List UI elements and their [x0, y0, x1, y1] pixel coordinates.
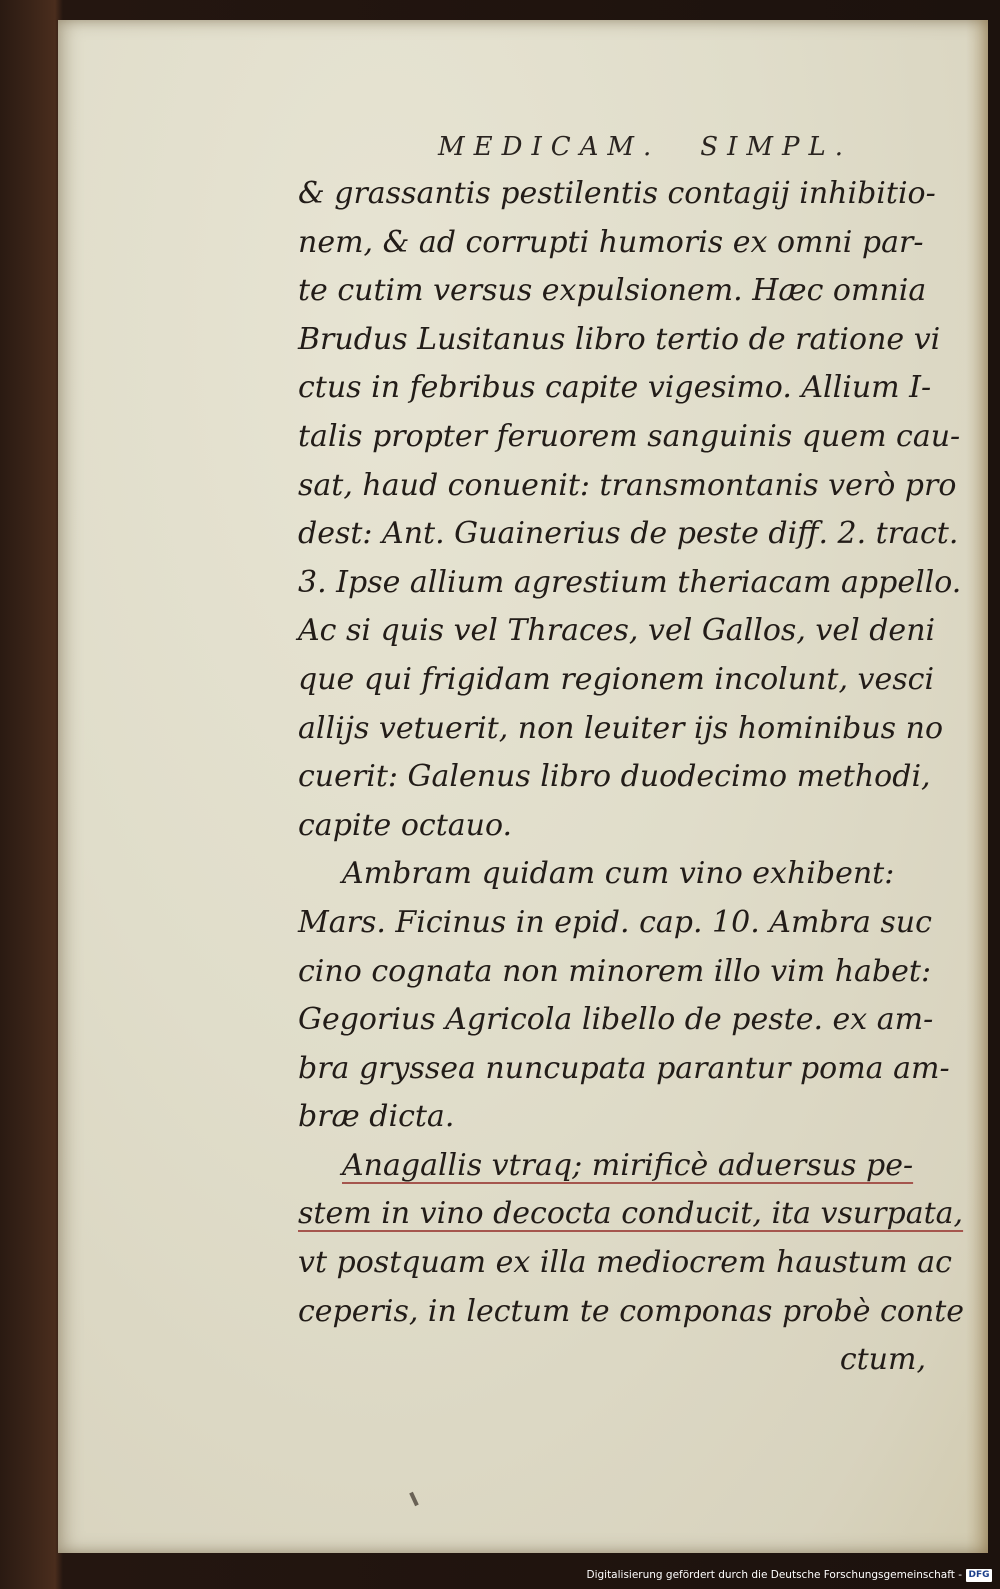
- credit-text: Digitalisierung gefördert durch die Deutsche Forschungsgemeinschaft -: [586, 1569, 962, 1581]
- text-line: dest: Ant. Guainerius de peste diff. 2. tract.: [298, 516, 959, 552]
- digitization-credit: [586, 1565, 992, 1585]
- body-text: [298, 170, 965, 1385]
- underlined-line-wrapper: [298, 1142, 948, 1191]
- text-line: bra gryssea nuncupata parantur poma am-: [298, 1050, 950, 1086]
- running-head-left: MEDICAM.: [438, 132, 661, 162]
- text-line: Brudus Lusitanus libro tertio de ratione vi: [298, 321, 941, 357]
- text-line: sat, haud conuenit: transmontanis verò pro: [298, 467, 957, 503]
- text-line: ceperis, in lectum te componas probè conte: [298, 1293, 965, 1329]
- text-line: vt postquam ex illa mediocrem haustum ac: [298, 1245, 952, 1281]
- text-line: Ac si quis vel Thraces, vel Gallos, vel deni: [298, 613, 936, 649]
- underlined-text-line: Anagallis vtraq; mirificè aduersus pe-: [342, 1147, 914, 1183]
- text-line: Gegorius Agricola libello de peste. ex am-: [298, 1002, 934, 1038]
- text-line: allijs vetuerit, non leuiter ijs hominibus no: [298, 710, 943, 746]
- text-line: bræ dicta.: [298, 1099, 455, 1135]
- underlined-line-wrapper: [298, 1190, 964, 1239]
- dfg-logo: DFG: [966, 1569, 992, 1582]
- text-line: Mars. Ficinus in epid. cap. 10. Ambra suc: [298, 904, 932, 940]
- text-line: capite octauo.: [298, 807, 513, 843]
- paragraph-start-line: Ambram quidam cum vino exhibent:: [342, 856, 895, 892]
- text-line: ctus in febribus capite vigesimo. Allium I-: [298, 370, 932, 406]
- text-line: cino cognata non minorem illo vim habet:: [298, 953, 932, 989]
- catchword: ctum,: [839, 1342, 926, 1378]
- underlined-text-line: stem in vino decocta conducit, ita vsurpata,: [298, 1196, 964, 1232]
- running-head: [438, 132, 938, 162]
- text-line: & grassantis pestilentis contagij inhibitio-: [298, 176, 936, 211]
- text-line: talis propter feruorem sanguinis quem cau-: [298, 418, 961, 454]
- text-line: 3. Ipse allium agrestium theriacam appello.: [298, 564, 962, 600]
- text-line: que qui frigidam regionem incolunt, vesci: [298, 661, 935, 697]
- text-line: nem, & ad corrupti humoris ex omni par-: [298, 224, 924, 260]
- text-line: te cutim versus expulsionem. Hæc omnia: [298, 273, 927, 309]
- text-line: cuerit: Galenus libro duodecimo methodi,: [298, 759, 931, 795]
- running-head-right: SIMPL.: [700, 132, 853, 162]
- ink-speck: [409, 1492, 419, 1506]
